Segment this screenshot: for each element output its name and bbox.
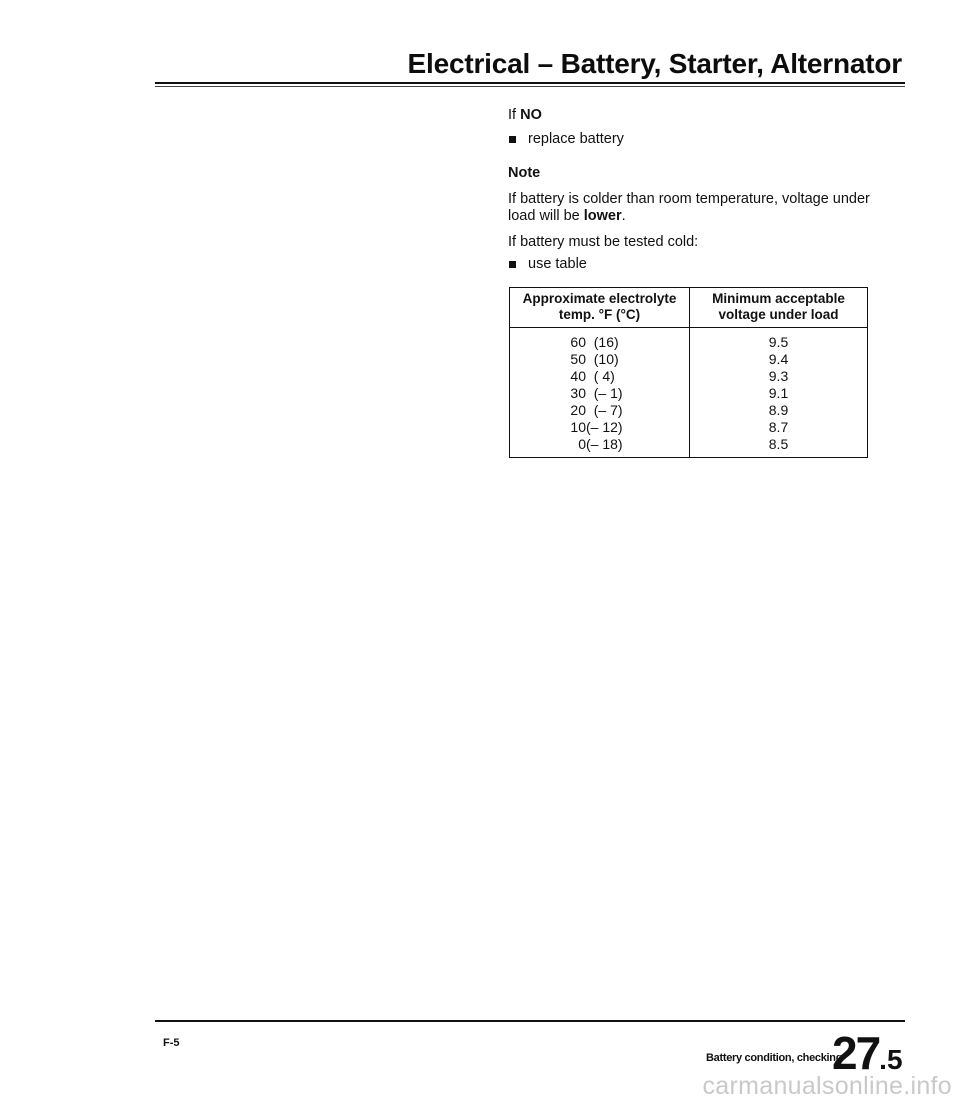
bullet-use-table: use table bbox=[508, 256, 878, 273]
temp-cell: 20 (– 7) bbox=[570, 402, 623, 418]
main-content bbox=[508, 107, 878, 273]
temperature-column bbox=[510, 328, 690, 458]
note-heading: Note bbox=[508, 165, 541, 181]
header-rule-thin bbox=[155, 86, 905, 87]
voltage-cell: 9.3 bbox=[768, 368, 789, 384]
voltage-cell: 9.5 bbox=[768, 334, 789, 350]
section-number: 27.5 bbox=[832, 1027, 903, 1079]
footer-rule bbox=[155, 1020, 905, 1022]
voltage-cell: 9.4 bbox=[768, 351, 789, 367]
voltage-cell: 8.5 bbox=[768, 436, 789, 452]
page-title: Electrical – Battery, Starter, Alternator bbox=[407, 48, 902, 79]
table-row bbox=[510, 328, 868, 458]
temp-cell: 60 (16) bbox=[570, 334, 619, 350]
bullet-square-icon bbox=[509, 136, 516, 143]
if-no-keyword: NO bbox=[520, 107, 542, 123]
temp-cell: 40 ( 4) bbox=[570, 368, 615, 384]
temp-cell: 0(– 18) bbox=[570, 436, 623, 452]
section-caption: Battery condition, checking bbox=[706, 1052, 843, 1064]
bullet-replace-battery: replace battery bbox=[508, 131, 878, 148]
watermark: carmanualsonline.info bbox=[702, 1072, 952, 1100]
page-code: F-5 bbox=[163, 1037, 180, 1049]
temp-cell: 30 (– 1) bbox=[570, 385, 623, 401]
voltage-cell: 9.1 bbox=[768, 385, 789, 401]
voltage-table bbox=[509, 287, 868, 458]
if-no-line: If NO bbox=[508, 107, 542, 123]
cold-test-text: If battery must be tested cold: bbox=[508, 234, 699, 250]
note-text: If battery is colder than room temperature, voltage under load will be lower. bbox=[508, 191, 870, 224]
voltage-column bbox=[690, 328, 868, 458]
header-voltage: Minimum acceptable voltage under load bbox=[690, 288, 868, 328]
header-rule bbox=[155, 82, 905, 84]
bullet-square-icon bbox=[509, 261, 516, 268]
temp-cell: 10(– 12) bbox=[570, 419, 623, 435]
header-temperature: Approximate electrolyte temp. °F (°C) bbox=[510, 288, 690, 328]
voltage-cell: 8.9 bbox=[768, 402, 789, 418]
voltage-cell: 8.7 bbox=[768, 419, 789, 435]
temp-cell: 50 (10) bbox=[570, 351, 619, 367]
